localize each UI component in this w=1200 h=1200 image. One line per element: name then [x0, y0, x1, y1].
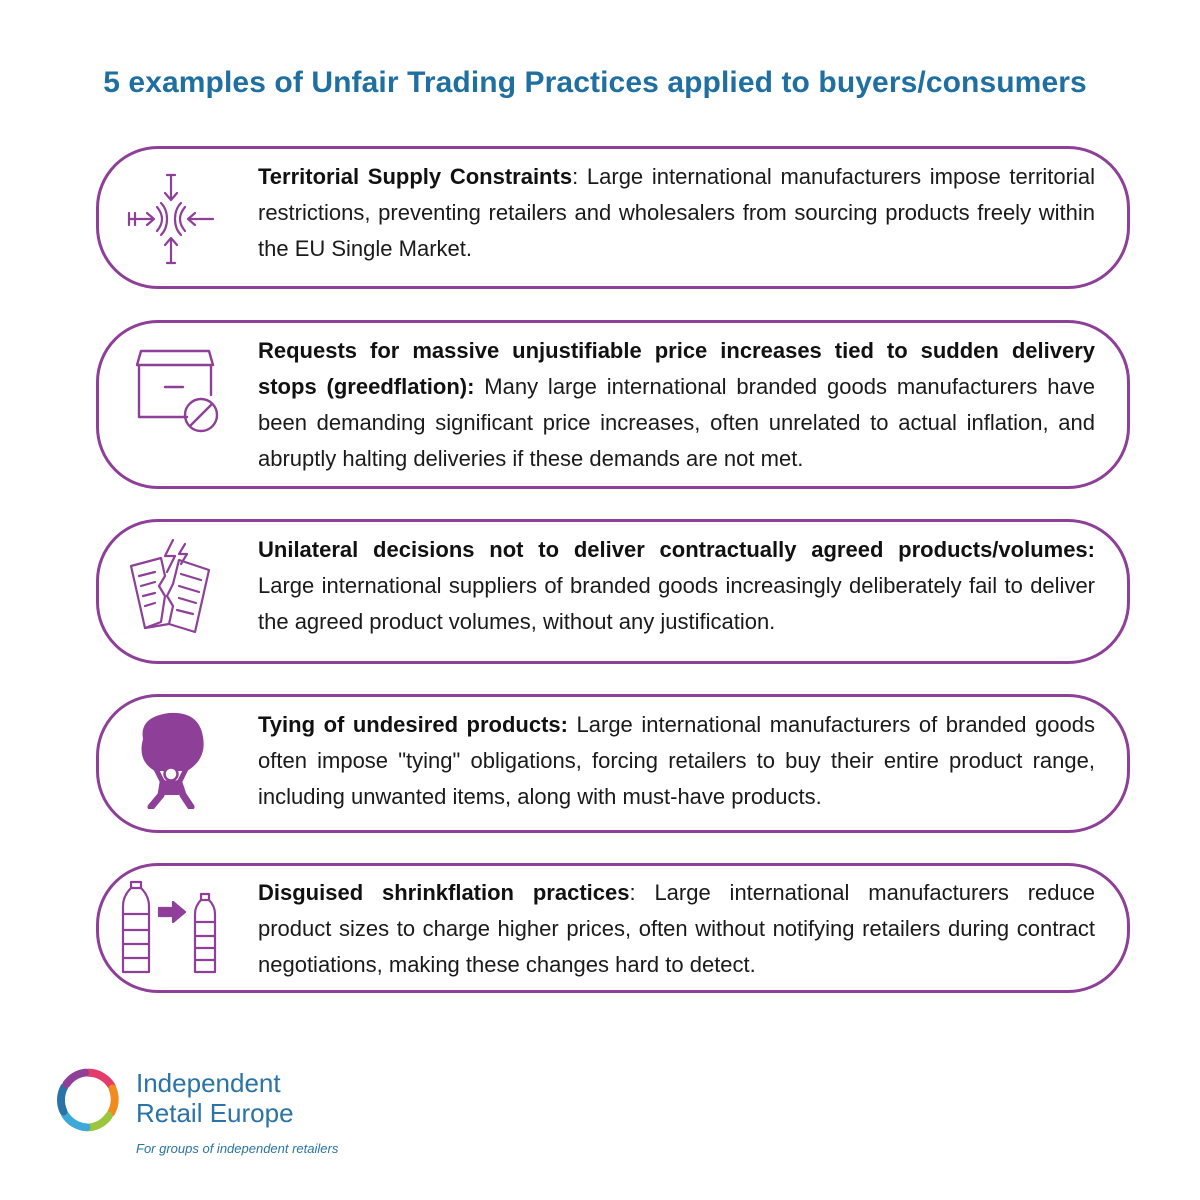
upt-card-body: Large international manufacturers impose territorial restrictions, preventing retailers and wholesalers from sourcing products freely within the EU Single Market.: [258, 164, 1095, 261]
upt-card-heading: Requests for massive unjustifiable price increases tied to sudden delivery stops (greedflation):: [258, 338, 1095, 399]
upt-card-heading: Disguised shrinkflation practices: [258, 880, 630, 905]
broken-contract-icon: [121, 536, 221, 636]
upt-card-shrinkflation: [96, 863, 1130, 993]
arrows-converging-icon: [121, 169, 221, 269]
upt-card-heading: Unilateral decisions not to deliver contractually agreed products/volumes:: [258, 537, 1095, 562]
page-title: 5 examples of Unfair Trading Practices applied to buyers/consumers: [103, 66, 1087, 99]
ring-logo-icon: [52, 1064, 124, 1136]
box-blocked-icon: [121, 341, 221, 441]
upt-card-body: Large international manufacturers of branded goods often impose "tying" obligations, forcing retailers to buy their entire product range, including unwanted items, along with must-have products.: [258, 712, 1095, 809]
upt-card-heading: Tying of undesired products:: [258, 712, 568, 737]
person-carrying-burden-icon: [121, 709, 221, 809]
brand-name-line2: Retail Europe: [136, 1098, 294, 1128]
upt-card-territorial-supply: [96, 146, 1130, 289]
brand-name-line1: Independent: [136, 1068, 281, 1098]
upt-card-text: [258, 532, 1095, 640]
upt-card-tying-products: [96, 694, 1130, 833]
heading-separator: :: [572, 164, 579, 189]
upt-card-body: Large international manufacturers reduce product sizes to charge higher prices, often without notifying retailers during contract negotiations, making these changes hard to detect.: [258, 880, 1096, 977]
upt-card-body: Large international suppliers of branded goods increasingly deliberately fail to deliver the agreed product volumes, without any justification.: [258, 573, 1095, 634]
brand-tagline: For groups of independent retailers: [136, 1141, 339, 1156]
heading-separator: :: [629, 880, 636, 905]
upt-card-body: Many large international branded goods manufacturers have been demanding significant price increases, often unrelated to actual inflation, and abruptly halting deliveries if these demands are not met.: [258, 374, 1095, 471]
upt-card-unilateral-decisions: [96, 519, 1130, 664]
upt-card-text: [258, 333, 1095, 477]
upt-card-text: [258, 707, 1095, 815]
upt-card-greedflation: [96, 320, 1130, 489]
upt-card-text: [258, 875, 1095, 983]
shrinking-bottle-icon: [121, 880, 221, 980]
upt-card-text: [258, 159, 1095, 267]
upt-card-heading: Territorial Supply Constraints: [258, 164, 573, 189]
